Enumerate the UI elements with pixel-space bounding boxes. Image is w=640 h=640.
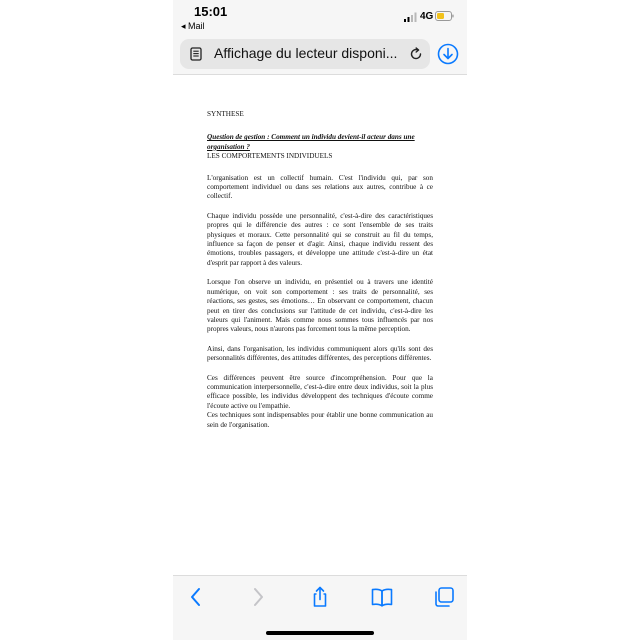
- paragraph: Ces différences peuvent être source d'incompréhension. Pour que la communication interpersonnelle, c'est-à-dire entre deux individus, soit la plus efficace possible, les individus développent des techniques d'écoute comme l'écoute active ou l'empathie.: [207, 373, 433, 410]
- paragraph: Lorsque l'on observe un individu, en présentiel ou à travers une identité numérique, on voit son comportement : ses traits de personnalité, ses réactions, ses gestes, ses émotions… En observant ce comportement, chacun peut en tirer des conclusions sur l'attitude de cet individu, c'est-à-dire les valeurs qui l'animent. Mais comme nous sommes tous influencés par nos propres valeurs, nous n'aurons pas forcement tous la même perception.: [207, 278, 433, 334]
- document-title: SYNTHESE: [207, 110, 244, 118]
- paragraph: Chaque individu possède une personnalité, c'est-à-dire des caractéristiques propres qui le différencie des autres : ce sont l'ensemble de ses traits physiques et moraux. Cette personnalité qui se construit au fil du temps, influence sa façon de penser et d'agir. Ainsi, chaque individu ressent des émotions, troubles passagers, et développe une attitude c'est-à-dire un état d'esprit par rapport à des valeurs.: [207, 211, 433, 267]
- battery-icon: [435, 11, 454, 21]
- reload-icon[interactable]: [408, 46, 424, 62]
- paragraph: Ainsi, dans l'organisation, les individus communiquent alors qu'ils sont des personnalités différentes, des attitudes différentes, des perceptions différentes.: [207, 344, 433, 363]
- browser-toolbar: [173, 575, 467, 640]
- back-to-mail-link[interactable]: ◂ Mail: [181, 21, 205, 31]
- share-icon[interactable]: [308, 585, 332, 609]
- browser-address-area: [173, 38, 467, 75]
- document-subtitle: LES COMPORTEMENTS INDIVIDUELS: [207, 152, 333, 161]
- address-bar-text[interactable]: Affichage du lecteur disponi...: [214, 45, 398, 61]
- address-bar[interactable]: [180, 39, 430, 69]
- tabs-icon[interactable]: [432, 585, 456, 609]
- network-type: 4G: [420, 11, 434, 22]
- status-time: 15:01: [194, 4, 228, 19]
- phone-screen: [173, 0, 467, 640]
- paragraph: Ces techniques sont indispensables pour établir une bonne communication au sein de l'organisation.: [207, 411, 433, 429]
- status-bar: [173, 0, 467, 38]
- home-indicator[interactable]: [266, 631, 374, 635]
- paragraph: L'organisation est un collectif humain. C'est l'individu qui, par son comportement individuel ou dans ses relations aux autres, contribue à ce collectif.: [207, 173, 433, 201]
- download-icon[interactable]: [437, 43, 459, 65]
- document-page: [207, 110, 433, 430]
- back-chevron-icon[interactable]: [184, 585, 208, 609]
- bookmarks-icon[interactable]: [370, 585, 394, 609]
- document-viewer[interactable]: [173, 75, 467, 575]
- document-question: Question de gestion : Comment un individu devient-il acteur dans une organisation ?: [207, 133, 415, 151]
- reader-view-icon[interactable]: [189, 47, 203, 61]
- forward-chevron-icon[interactable]: [246, 585, 270, 609]
- signal-strength-icon: [404, 12, 417, 22]
